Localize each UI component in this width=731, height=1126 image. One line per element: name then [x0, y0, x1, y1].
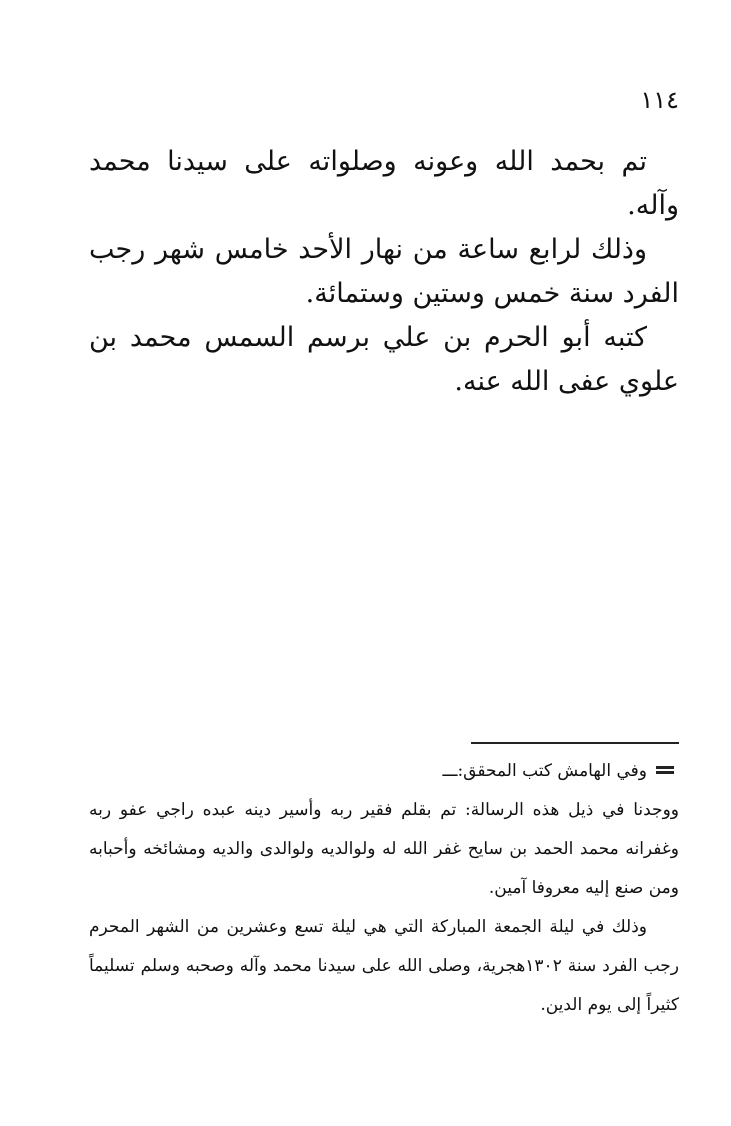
footnote-paragraph-2: وذلك في ليلة الجمعة المباركة التي هي ليلة تسع وعشرين من الشهر المحرم رجب الفرد سنة ١٣٠٢هجرية، وصلى الله على سيدنا محمد وآله وصحبه وسلم تسليماً كثيراً إلى يوم الدين.	[89, 917, 679, 1015]
footnote-separator	[471, 742, 679, 744]
main-text	[89, 140, 679, 404]
main-paragraph-3: كتبه أبو الحرم بن علي برسم السمس محمد بن علوي عفى الله عنه.	[89, 322, 679, 397]
footnote-paragraph-1: ووجدنا في ذيل هذه الرسالة: تم بقلم فقير ربه وأسير دينه عبده راجي عفو ربه وغفرانه محمد الحمد بن سايح غفر الله له ولوالديه ولوالدى والديه ومشائخه وأحبابه ومن صنع إليه معروفا آمين.	[89, 800, 679, 898]
footnote-heading: وفي الهامش كتب المحقق:ـــ	[442, 761, 647, 781]
footnote	[89, 752, 679, 1025]
main-paragraph-2: وذلك لرابع ساعة من نهار الأحد خامس شهر رجب الفرد سنة خمس وستين وستمائة.	[89, 234, 679, 309]
page-number: ١١٤	[640, 86, 679, 114]
main-paragraph-1: تم بحمد الله وعونه وصلواته على سيدنا محمد وآله.	[89, 146, 679, 221]
